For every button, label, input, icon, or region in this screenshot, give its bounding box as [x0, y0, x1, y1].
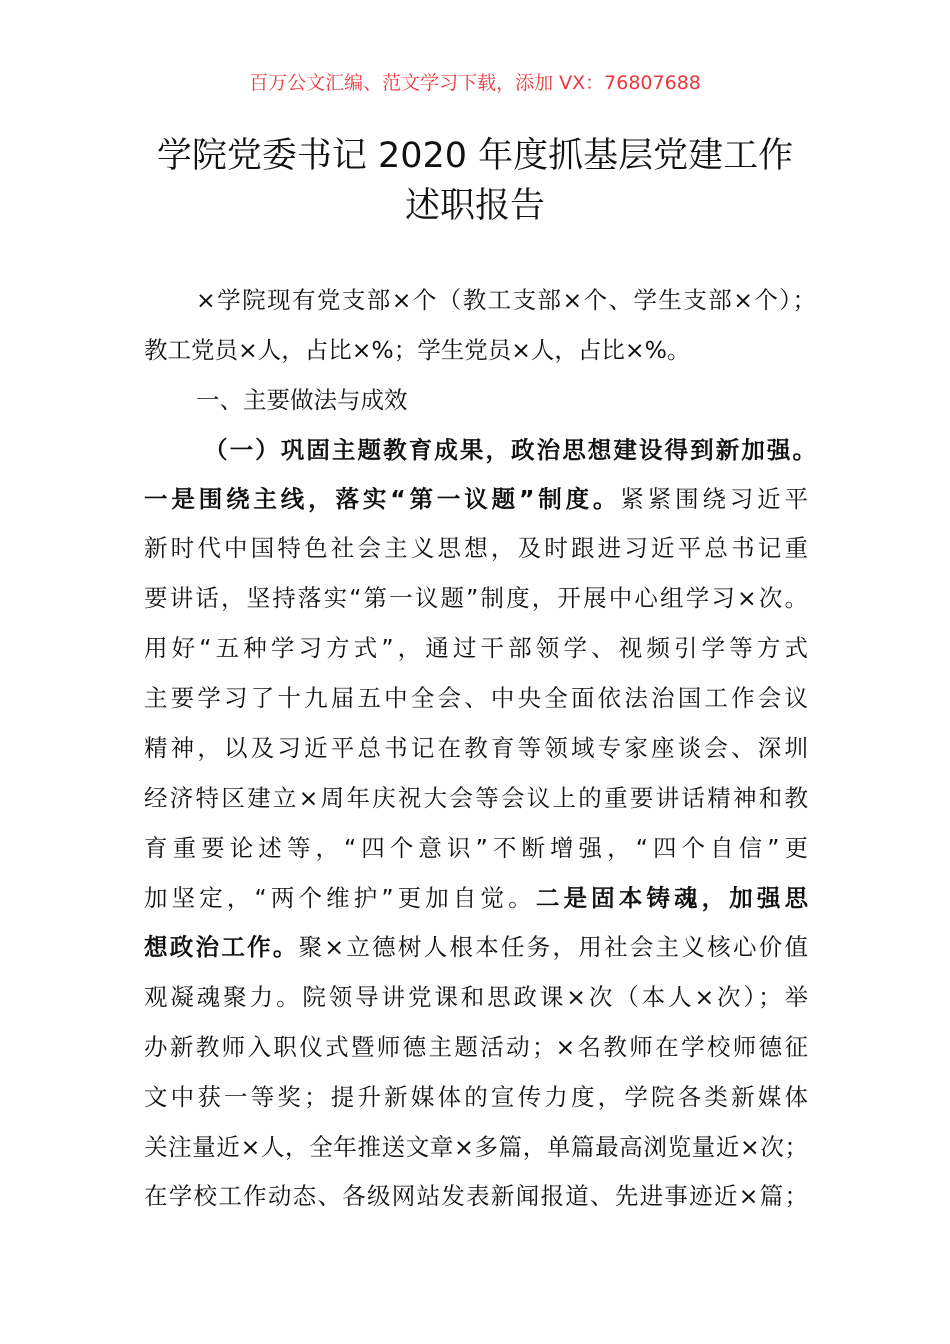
paragraph-line — [144, 533, 808, 563]
body-text: 新时代中国特色社会主义思想，及时跟进习近平总书记重 — [144, 534, 808, 562]
body-text: 加坚定，“两个维护”更加自觉。 — [144, 884, 536, 912]
bold-heading-text: （一）巩固主题教育成果，政治思想建设得到新加强。 — [204, 436, 816, 464]
paragraph-line — [144, 335, 808, 365]
body-text: 经济特区建立×周年庆祝大会等会议上的重要讲话精神和教 — [144, 784, 808, 812]
body-text: 育重要论述等，“四个意识”不断增强，“四个自信”更 — [144, 834, 808, 862]
paragraph-line — [144, 1032, 808, 1062]
bold-heading-text: 一是围绕主线，落实“第一议题”制度。 — [144, 485, 621, 513]
paragraph-line — [204, 435, 816, 465]
body-text: 聚×立德树人根本任务，用社会主义核心价值 — [298, 933, 808, 961]
paragraph-line — [144, 1181, 808, 1211]
bold-heading-text: 二是固本铸魂，加强思 — [535, 884, 808, 912]
paragraph-line — [144, 783, 808, 813]
body-text: 要讲话，坚持落实“第一议题”制度，开展中心组学习×次。 — [144, 584, 808, 612]
paragraph-line — [144, 683, 808, 713]
paragraph-line — [144, 833, 808, 863]
paragraph-line — [144, 1132, 808, 1162]
body-text: 在学校工作动态、各级网站发表新闻报道、先进事迹近×篇； — [144, 1182, 808, 1210]
document-title-line-2: 述职报告 — [404, 186, 545, 226]
paragraph-line — [144, 932, 808, 962]
body-text: 紧紧围绕习近平 — [620, 485, 809, 513]
paragraph-line — [144, 883, 808, 913]
paragraph-line — [144, 1082, 808, 1112]
body-text: 办新教师入职仪式暨师德主题活动；×名教师在学校师德征 — [144, 1033, 808, 1061]
body-text: 一、主要做法与成效 — [196, 386, 408, 414]
paragraph-line — [144, 733, 808, 763]
paragraph-line — [144, 583, 808, 613]
body-text: 主要学习了十九届五中全会、中央全面依法治国工作会议 — [144, 684, 808, 712]
body-text: 精神，以及习近平总书记在教育等领域专家座谈会、深圳 — [144, 734, 808, 762]
paragraph-line — [144, 633, 808, 663]
paragraph-line — [196, 285, 816, 315]
body-text: ×学院现有党支部×个（教工支部×个、学生支部×个）； — [196, 286, 816, 314]
document-title-line-1: 学院党委书记 2020 年度抓基层党建工作 — [156, 136, 794, 176]
body-text: 用好“五种学习方式”，通过干部领学、视频引学等方式 — [144, 634, 808, 662]
body-text: 教工党员×人，占比×%；学生党员×人，占比×%。 — [144, 336, 691, 364]
body-text: 关注量近×人，全年推送文章×多篇，单篇最高浏览量近×次； — [144, 1133, 808, 1161]
watermark-banner: 百万公文汇编、范文学习下载，添加 VX：76807688 — [249, 72, 701, 94]
paragraph-line — [144, 484, 808, 514]
bold-heading-text: 想政治工作。 — [144, 933, 299, 961]
body-text: 文中获一等奖；提升新媒体的宣传力度，学院各类新媒体 — [144, 1083, 808, 1111]
paragraph-line — [196, 385, 816, 415]
body-text: 观凝魂聚力。院领导讲党课和思政课×次（本人×次）；举 — [144, 983, 808, 1011]
paragraph-line — [144, 982, 808, 1012]
